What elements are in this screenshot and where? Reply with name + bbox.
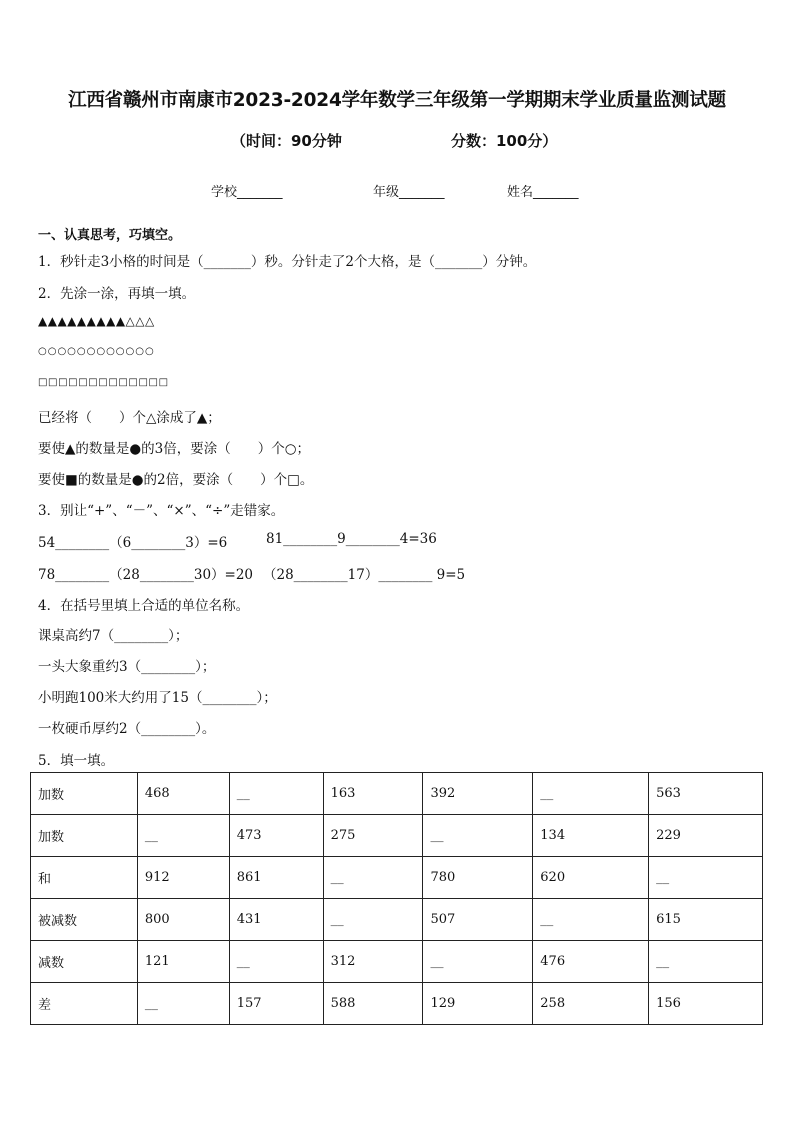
question-5-prompt: 5．填一填。 (38, 753, 115, 769)
row-label: 减数 (31, 941, 138, 983)
page-title: 江西省赣州市南康市2023-2024学年数学三年级第一学期期末学业质量监测试题 (68, 90, 726, 111)
square-row: □□□□□□□□□□□□□ (38, 377, 169, 388)
table-cell: __ (229, 773, 323, 815)
triangle-row: ▲▲▲▲▲▲▲▲▲△△△ (38, 314, 155, 328)
question-2-line-1: 已经将（ ）个△涂成了▲； (38, 410, 221, 426)
table-cell: 861 (229, 857, 323, 899)
table-cell: __ (649, 941, 763, 983)
table-cell: 129 (423, 983, 533, 1025)
table-row (31, 773, 763, 815)
exam-score: 分数：100分） (451, 132, 558, 150)
circle-row: ○○○○○○○○○○○○ (38, 346, 155, 357)
grade-field: 年级_______ (373, 185, 445, 200)
table-cell: __ (323, 899, 423, 941)
question-4-prompt: 4．在括号里填上合适的单位名称。 (38, 598, 250, 614)
row-label: 差 (31, 983, 138, 1025)
question-1: 1．秒针走3小格的时间是（_______）秒。分针走了2个大格，是（_______）分钟。 (38, 254, 537, 270)
table-cell: __ (229, 941, 323, 983)
table-cell: 588 (323, 983, 423, 1025)
table-row (31, 899, 763, 941)
question-3-prompt: 3．别让“+”、“－”、“×”、“÷”走错家。 (38, 503, 285, 519)
table-cell: 431 (229, 899, 323, 941)
table-cell: 392 (423, 773, 533, 815)
question-4-c: 小明跑100米大约用了15（________）； (38, 690, 277, 706)
table-row (31, 815, 763, 857)
table-cell: __ (649, 857, 763, 899)
row-label: 和 (31, 857, 138, 899)
fill-in-table (30, 772, 763, 1025)
question-4-b: 一头大象重约3（________）； (38, 659, 216, 675)
question-4-d: 一枚硬币厚约2（________）。 (38, 721, 216, 737)
table-row (31, 983, 763, 1025)
row-label: 加数 (31, 773, 138, 815)
table-cell: 780 (423, 857, 533, 899)
question-3-d: （28________17）________ 9=5 (263, 567, 466, 583)
table-cell: 563 (649, 773, 763, 815)
table-cell: 134 (533, 815, 649, 857)
question-3-a: 54________（6________3）=6 (38, 535, 228, 551)
question-2-line-3: 要使■的数量是●的2倍，要涂（ ）个□。 (38, 472, 314, 488)
table-cell: 275 (323, 815, 423, 857)
exam-time: （时间：90分钟 (231, 132, 342, 150)
table-cell: 121 (137, 941, 229, 983)
table-cell: __ (423, 815, 533, 857)
table-cell: 229 (649, 815, 763, 857)
table-cell: 163 (323, 773, 423, 815)
table-cell: 473 (229, 815, 323, 857)
table-row (31, 857, 763, 899)
table-cell: 912 (137, 857, 229, 899)
table-cell: 468 (137, 773, 229, 815)
question-3-b: 81________9________4=36 (266, 531, 437, 547)
row-label: 加数 (31, 815, 138, 857)
table-cell: 476 (533, 941, 649, 983)
table-cell: __ (423, 941, 533, 983)
name-field: 姓名_______ (507, 185, 579, 200)
table-cell: __ (533, 773, 649, 815)
table-cell: 507 (423, 899, 533, 941)
table-cell: 620 (533, 857, 649, 899)
table-cell: __ (323, 857, 423, 899)
table-cell: 312 (323, 941, 423, 983)
table-row (31, 941, 763, 983)
table-cell: 800 (137, 899, 229, 941)
table-cell: __ (533, 899, 649, 941)
row-label: 被减数 (31, 899, 138, 941)
question-2-line-2: 要使▲的数量是●的3倍，要涂（ ）个○； (38, 441, 311, 457)
table-cell: 258 (533, 983, 649, 1025)
question-4-a: 课桌高约7（________）； (38, 628, 189, 644)
table-cell: 157 (229, 983, 323, 1025)
table-cell: 156 (649, 983, 763, 1025)
table-cell: __ (137, 983, 229, 1025)
section-heading: 一、认真思考，巧填空。 (38, 228, 182, 243)
school-field: 学校_______ (211, 185, 283, 200)
question-2-prompt: 2．先涂一涂，再填一填。 (38, 286, 196, 302)
table-cell: __ (137, 815, 229, 857)
table-cell: 615 (649, 899, 763, 941)
question-3-c: 78________（28________30）=20 (38, 567, 254, 583)
